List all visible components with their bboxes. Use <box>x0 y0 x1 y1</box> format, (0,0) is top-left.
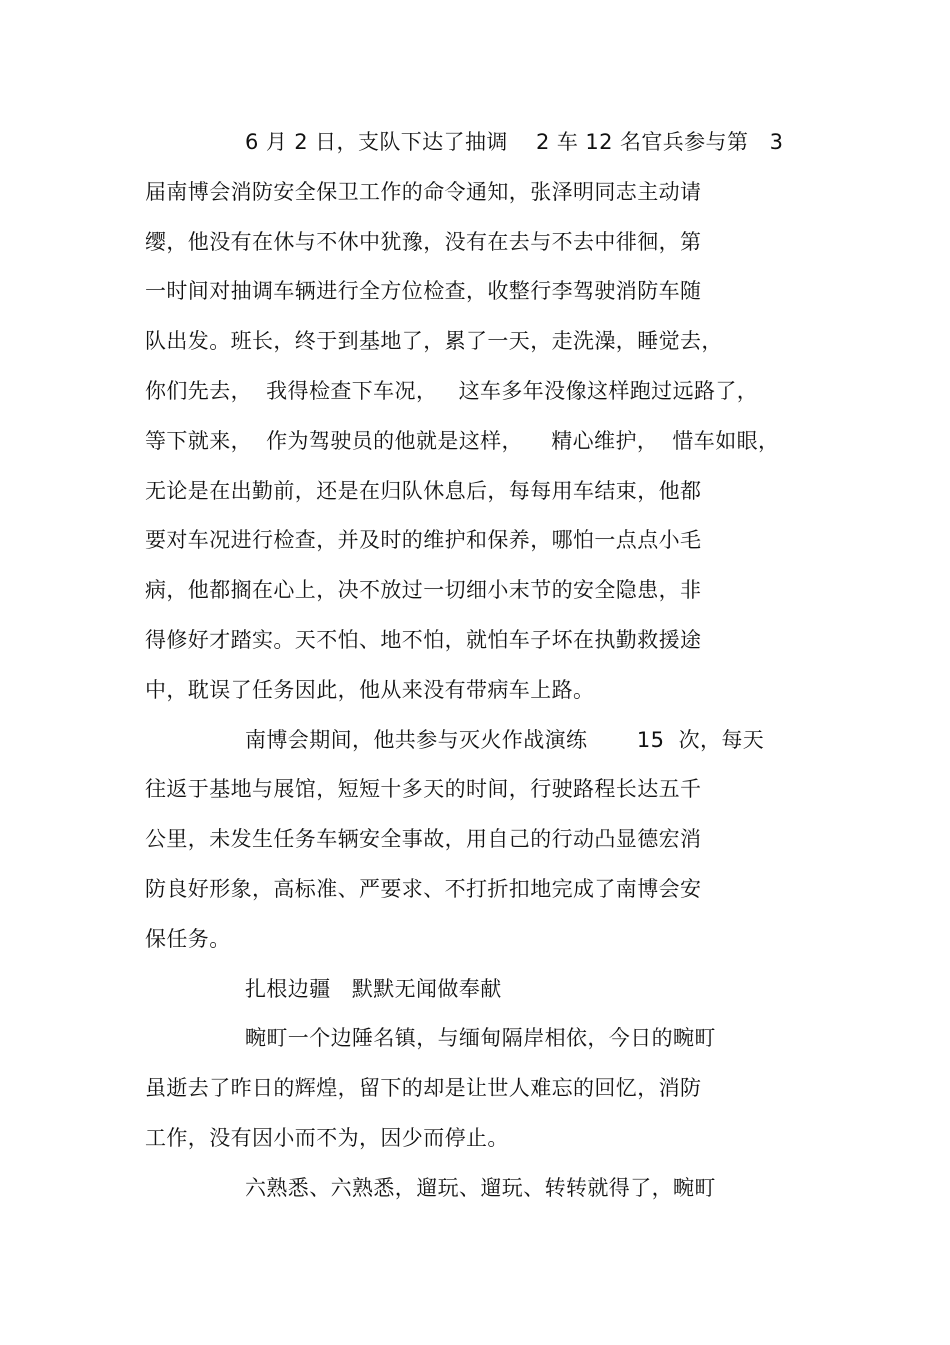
paragraph-line: 6 月 2 日，支队下达了抽调 2 车 12 名官兵参与第 3 <box>245 130 784 154</box>
paragraph-line: 畹町一个边陲名镇，与缅甸隔岸相依，今日的畹町 <box>245 1026 716 1050</box>
paragraph-line: 虽逝去了昨日的辉煌，留下的却是让世人难忘的回忆，消防 <box>145 1076 702 1100</box>
paragraph-line: 六熟悉、六熟悉，遛玩、遛玩、转转就得了，畹町 <box>245 1176 716 1200</box>
paragraph-line: 等下就来， 作为驾驶员的他就是这样， 精心维护， 惜车如眼， <box>145 429 780 453</box>
paragraph-line: 南博会期间，他共参与灭火作战演练 15 次，每天 <box>245 728 765 752</box>
paragraph-line: 公里，未发生任务车辆安全事故，用自己的行动凸显德宏消 <box>145 827 702 851</box>
paragraph-line: 缨，他没有在休与不休中犹豫，没有在去与不去中徘徊，第 <box>145 230 702 254</box>
paragraph-line: 病，他都搁在心上，决不放过一切细小末节的安全隐患，非 <box>145 578 702 602</box>
paragraph-line: 队出发。班长，终于到基地了，累了一天，走洗澡，睡觉去， <box>145 329 723 353</box>
paragraph-line: 无论是在出勤前，还是在归队休息后，每每用车结束，他都 <box>145 479 702 503</box>
paragraph-line: 届南博会消防安全保卫工作的命令通知，张泽明同志主动请 <box>145 180 702 204</box>
paragraph-line: 工作，没有因小而不为，因少而停止。 <box>145 1126 509 1150</box>
paragraph-line: 要对车况进行检查，并及时的维护和保养，哪怕一点点小毛 <box>145 528 702 552</box>
paragraph-line: 得修好才踏实。天不怕、地不怕，就怕车子坏在执勤救援途 <box>145 628 702 652</box>
paragraph-line: 保任务。 <box>145 927 231 951</box>
paragraph-line: 防良好形象，高标准、严要求、不打折扣地完成了南博会安 <box>145 877 702 901</box>
section-heading: 扎根边疆 默默无闻做奉献 <box>245 977 502 1001</box>
paragraph-line: 往返于基地与展馆，短短十多天的时间，行驶路程长达五千 <box>145 777 702 801</box>
paragraph-line: 一时间对抽调车辆进行全方位检查，收整行李驾驶消防车随 <box>145 279 702 303</box>
paragraph-line: 中，耽误了任务因此，他从来没有带病车上路。 <box>145 678 595 702</box>
paragraph-line: 你们先去， 我得检查下车况， 这车多年没像这样跑过远路了， <box>145 379 759 403</box>
